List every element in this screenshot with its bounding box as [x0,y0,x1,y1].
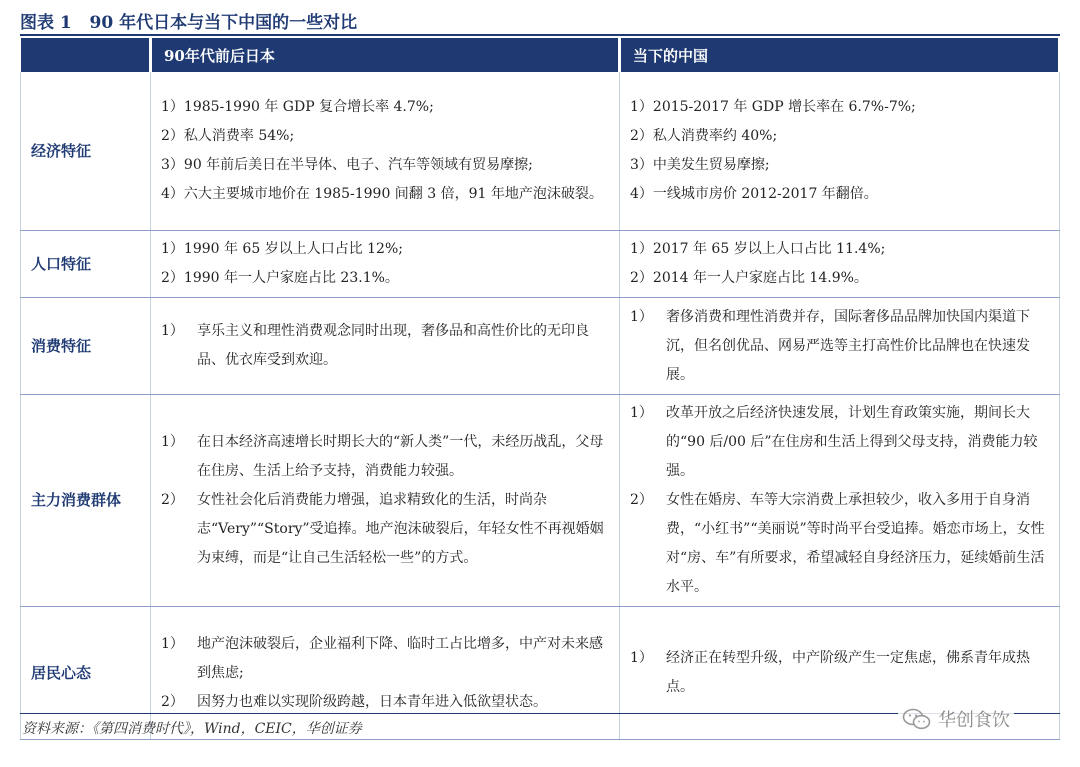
item-text: 因努力也难以实现阶级跨越，日本青年进入低欲望状态。 [197,693,547,710]
list-item: 1）1985-1990 年 GDP 复合增长率 4.7%; [161,99,434,115]
header-china: 当下的中国 [620,38,1060,72]
watermark [898,704,1014,734]
row-label: 经济特征 [21,72,151,231]
row-label: 主力消费群体 [21,395,151,607]
table-row [21,231,1060,298]
item-text: 奢侈消费和理性消费并存，国际奢侈品品牌加快国内渠道下沉，但名创优品、网易严选等主打高性价比品牌也在快速发展。 [666,308,1030,383]
item-text: 享乐主义和理性消费观念同时出现，奢侈品和高性价比的无印良品、优衣库受到欢迎。 [197,323,589,368]
japan-cell [151,231,620,298]
item-number: 1） [630,650,653,666]
figure-label: 图表 1 [20,12,72,33]
list-item: 2）2014 年一人户家庭占比 14.9%。 [630,270,868,286]
list-item: 2）1990 年一人户家庭占比 23.1%。 [161,270,399,286]
watermark-text: 华创食饮 [938,710,1010,731]
list-item [630,303,1049,390]
comparison-table [20,38,1061,740]
list-item: 1）1990 年 65 岁以上人口占比 12%; [161,241,403,257]
source-note: 资料来源：《第四消费时代》，Wind，CEIC，华创证券 [22,721,362,737]
figure-title-text: 90 年代日本与当下中国的一些对比 [89,12,358,33]
row-label: 人口特征 [21,231,151,298]
item-text: 女性在婚房、车等大宗消费上承担较少，收入多用于自身消费，“小红书”“美丽说”等时尚平台受追捧。婚恋市场上，女性对“房、车”有所要求，希望减轻自身经济压力，延续婚前生活水平。 [666,492,1045,595]
china-cell [620,298,1060,395]
table-row [21,298,1060,395]
item-number: 1） [630,308,653,325]
item-text: 经济正在转型升级，中产阶级产生一定焦虑，佛系青年成热点。 [666,650,1030,695]
header-japan: 90年代前后日本 [151,38,620,72]
china-cell [620,72,1060,231]
item-number: 1） [161,323,184,339]
list-item: 4）一线城市房价 2012-2017 年翻倍。 [630,186,878,202]
list-item: 2）私人消费率 54%; [161,128,295,144]
item-text: 改革开放之后经济快速发展，计划生育政策实施，期间长大的“90 后/00 后”在住房和生活上得到父母支持，消费能力较强。 [666,405,1038,479]
table-header-row [21,38,1060,72]
list-item [630,644,1049,702]
list-item: 4）六大主要城市地价在 1985-1990 间翻 3 倍，91 年地产泡沫破裂。 [161,186,603,202]
list-item [630,486,1049,602]
list-item [161,486,609,573]
item-number: 2） [161,693,184,710]
list-item: 3）中美发生贸易摩擦; [630,157,770,173]
japan-cell [151,72,620,231]
item-number: 1） [161,635,184,652]
row-label: 消费特征 [21,298,151,395]
china-cell [620,395,1060,607]
item-text: 地产泡沫破裂后，企业福利下降、临时工占比增多，中产对未来感到焦虑; [197,635,603,681]
item-number: 2） [630,492,653,508]
table-row [21,395,1060,607]
item-number: 1） [161,434,184,450]
list-item [161,317,609,375]
item-number: 2） [161,492,184,508]
item-number: 1） [630,405,653,421]
table-row [21,72,1060,231]
row-label: 居民心态 [21,607,151,740]
list-item [161,428,609,486]
header-blank [21,38,151,72]
japan-cell [151,395,620,607]
list-item [630,399,1049,486]
list-item: 1）2015-2017 年 GDP 增长率在 6.7%-7%; [630,99,916,115]
figure-title [20,6,1060,36]
japan-cell [151,298,620,395]
item-text: 女性社会化后消费能力增强，追求精致化的生活，时尚杂志“Very”“Story”受追捧。地产泡沫破裂后，年轻女性不再视婚姻为束缚，而是“让自己生活轻松一些”的方式。 [197,492,604,566]
list-item [161,630,609,688]
wechat-icon [902,707,932,731]
list-item: 3）90 年前后美日在半导体、电子、汽车等领域有贸易摩擦; [161,157,533,173]
list-item: 2）私人消费率约 40%; [630,128,778,144]
item-text: 在日本经济高速增长时期长大的“新人类”一代，未经历战乱，父母在住房、生活上给予支持，消费能力较强。 [197,434,604,479]
list-item: 1）2017 年 65 岁以上人口占比 11.4%; [630,241,886,257]
china-cell [620,231,1060,298]
